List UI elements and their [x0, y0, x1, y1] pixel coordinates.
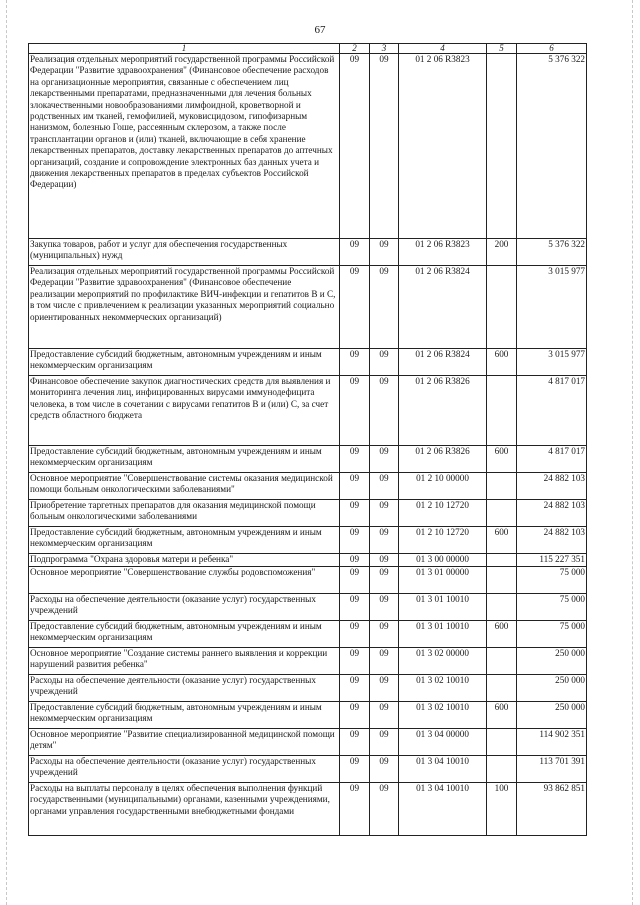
- row-amount: 5 376 322: [517, 54, 587, 239]
- row-name: Расходы на обеспечение деятельности (оказание услуг) государственных учреждений: [29, 675, 340, 702]
- row-target-code: 01 2 10 00000: [399, 473, 487, 500]
- row-expense-type: [487, 473, 517, 500]
- table-row: [29, 567, 587, 594]
- row-expense-type: [487, 554, 517, 567]
- row-target-code: 01 3 04 10010: [399, 756, 487, 783]
- row-amount: 4 817 017: [517, 376, 587, 446]
- row-subsection: 09: [370, 376, 399, 446]
- table-row: [29, 756, 587, 783]
- row-name: Основное мероприятие "Совершенствование службы родовспоможения": [29, 567, 340, 594]
- row-expense-type: [487, 567, 517, 594]
- row-expense-type: 600: [487, 446, 517, 473]
- table-row: [29, 446, 587, 473]
- row-subsection: 09: [370, 594, 399, 621]
- row-amount: 24 882 103: [517, 473, 587, 500]
- row-expense-type: [487, 756, 517, 783]
- row-section: 09: [340, 446, 370, 473]
- row-name: Расходы на выплаты персоналу в целях обеспечения выполнения функций государственными (муниципальными) органами, казенными учреждениями, органами управления государственными внебюджетными фондами: [29, 783, 340, 836]
- row-subsection: 09: [370, 349, 399, 376]
- row-target-code: 01 2 10 12720: [399, 500, 487, 527]
- row-amount: 24 882 103: [517, 527, 587, 554]
- row-subsection: 09: [370, 239, 399, 266]
- row-expense-type: 600: [487, 621, 517, 648]
- row-target-code: 01 3 01 10010: [399, 594, 487, 621]
- table-row: [29, 527, 587, 554]
- row-expense-type: 600: [487, 527, 517, 554]
- row-target-code: 01 3 01 10010: [399, 621, 487, 648]
- row-name: Предоставление субсидий бюджетным, автономным учреждениям и иным некоммерческим организациям: [29, 702, 340, 729]
- row-expense-type: 100: [487, 783, 517, 836]
- row-target-code: 01 3 04 10010: [399, 783, 487, 836]
- row-amount: 5 376 322: [517, 239, 587, 266]
- row-amount: 3 015 977: [517, 266, 587, 349]
- row-subsection: 09: [370, 702, 399, 729]
- row-name: Расходы на обеспечение деятельности (оказание услуг) государственных учреждений: [29, 594, 340, 621]
- row-target-code: 01 2 06 R3826: [399, 376, 487, 446]
- row-section: 09: [340, 594, 370, 621]
- row-target-code: 01 2 06 R3823: [399, 239, 487, 266]
- table-row: [29, 239, 587, 266]
- row-amount: 114 902 351: [517, 729, 587, 756]
- table-row: [29, 554, 587, 567]
- row-section: 09: [340, 54, 370, 239]
- table-row: [29, 54, 587, 239]
- row-subsection: 09: [370, 473, 399, 500]
- row-section: 09: [340, 702, 370, 729]
- header-col-4: 4: [399, 44, 487, 54]
- table-row: [29, 376, 587, 446]
- row-section: 09: [340, 527, 370, 554]
- row-target-code: 01 3 04 00000: [399, 729, 487, 756]
- row-name: Закупка товаров, работ и услуг для обеспечения государственных (муниципальных) нужд: [29, 239, 340, 266]
- table-row: [29, 473, 587, 500]
- row-section: 09: [340, 473, 370, 500]
- right-edge-mark: [632, 0, 634, 905]
- row-subsection: 09: [370, 446, 399, 473]
- row-amount: 115 227 351: [517, 554, 587, 567]
- row-amount: 250 000: [517, 702, 587, 729]
- row-target-code: 01 2 06 R3826: [399, 446, 487, 473]
- row-name: Предоставление субсидий бюджетным, автономным учреждениям и иным некоммерческим организациям: [29, 527, 340, 554]
- row-section: 09: [340, 729, 370, 756]
- row-expense-type: [487, 594, 517, 621]
- row-section: 09: [340, 675, 370, 702]
- table-row: [29, 266, 587, 349]
- table-row: [29, 500, 587, 527]
- row-expense-type: [487, 376, 517, 446]
- row-section: 09: [340, 783, 370, 836]
- row-subsection: 09: [370, 729, 399, 756]
- page-number: 67: [314, 24, 326, 36]
- row-target-code: 01 2 10 12720: [399, 527, 487, 554]
- row-target-code: 01 3 02 10010: [399, 702, 487, 729]
- row-section: 09: [340, 349, 370, 376]
- row-subsection: 09: [370, 266, 399, 349]
- row-amount: 75 000: [517, 567, 587, 594]
- row-amount: 24 882 103: [517, 500, 587, 527]
- row-target-code: 01 3 02 10010: [399, 675, 487, 702]
- row-target-code: 01 3 02 00000: [399, 648, 487, 675]
- table-header-row: [29, 44, 587, 54]
- row-expense-type: [487, 500, 517, 527]
- row-name: Реализация отдельных мероприятий государственной программы Российской Федерации "Развитие здравоохранения" (Финансовое обеспечение реализации мероприятий по профилактике ВИЧ-инфекции и гепатитов В и С, в том числе с привлечением к реализации указанных мероприятий социально ориентированных некоммерческих организаций): [29, 266, 340, 349]
- row-section: 09: [340, 266, 370, 349]
- row-amount: 4 817 017: [517, 446, 587, 473]
- row-expense-type: 200: [487, 239, 517, 266]
- row-expense-type: [487, 648, 517, 675]
- row-expense-type: [487, 266, 517, 349]
- row-subsection: 09: [370, 756, 399, 783]
- row-name: Реализация отдельных мероприятий государственной программы Российской Федерации "Развитие здравоохранения" (Финансовое обеспечение расходов на организационные мероприятия, связанные с обеспечением лиц лекарственными препаратами, предназначенными для лечения больных злокачественными новообразованиями лимфоидной, кроветворной и родственных им тканей, гемофилией, муковисцидозом, гипофизарным нанизмом, болезнью Гоше, рассеянным склерозом, а также после трансплантации органов и (или) тканей, включающие в себя хранение лекарственных препаратов, доставку лекарственных препаратов до аптечных организаций, создание и сопровождение электронных баз данных учета и движения лекарственных препаратов в пределах субъектов Российской Федерации): [29, 54, 340, 239]
- row-name: Основное мероприятие "Развитие специализированной медицинской помощи детям": [29, 729, 340, 756]
- row-target-code: 01 2 06 R3824: [399, 349, 487, 376]
- table-row: [29, 648, 587, 675]
- left-edge-mark: [6, 0, 8, 905]
- row-amount: 75 000: [517, 621, 587, 648]
- row-amount: 75 000: [517, 594, 587, 621]
- row-name: Приобретение таргетных препаратов для оказания медицинской помощи больным онкологическими заболеваниями: [29, 500, 340, 527]
- table-row: [29, 675, 587, 702]
- row-expense-type: 600: [487, 702, 517, 729]
- row-subsection: 09: [370, 675, 399, 702]
- row-subsection: 09: [370, 621, 399, 648]
- row-subsection: 09: [370, 783, 399, 836]
- row-amount: 250 000: [517, 675, 587, 702]
- row-amount: 93 862 851: [517, 783, 587, 836]
- row-expense-type: [487, 729, 517, 756]
- row-section: 09: [340, 567, 370, 594]
- row-target-code: 01 3 00 00000: [399, 554, 487, 567]
- header-col-5: 5: [487, 44, 517, 54]
- row-subsection: 09: [370, 567, 399, 594]
- row-expense-type: 600: [487, 349, 517, 376]
- row-section: 09: [340, 648, 370, 675]
- row-name: Основное мероприятие "Создание системы раннего выявления и коррекции нарушений развития ребенка": [29, 648, 340, 675]
- row-section: 09: [340, 756, 370, 783]
- row-target-code: 01 2 06 R3824: [399, 266, 487, 349]
- row-name: Предоставление субсидий бюджетным, автономным учреждениям и иным некоммерческим организациям: [29, 621, 340, 648]
- row-subsection: 09: [370, 54, 399, 239]
- table-row: [29, 702, 587, 729]
- row-target-code: 01 2 06 R3823: [399, 54, 487, 239]
- header-col-6: 6: [517, 44, 587, 54]
- row-subsection: 09: [370, 648, 399, 675]
- row-name: Подпрограмма "Охрана здоровья матери и ребенка": [29, 554, 340, 567]
- row-name: Предоставление субсидий бюджетным, автономным учреждениям и иным некоммерческим организациям: [29, 446, 340, 473]
- row-amount: 3 015 977: [517, 349, 587, 376]
- row-name: Финансовое обеспечение закупок диагностических средств для выявления и мониторинга лечения лиц, инфицированных вирусами иммунодефицита человека, в том числе в сочетании с вирусами гепатитов В и (или) С, за счет средств областного бюджета: [29, 376, 340, 446]
- row-subsection: 09: [370, 500, 399, 527]
- row-amount: 113 701 391: [517, 756, 587, 783]
- row-section: 09: [340, 621, 370, 648]
- row-subsection: 09: [370, 527, 399, 554]
- header-col-1: 1: [29, 44, 340, 54]
- row-name: Предоставление субсидий бюджетным, автономным учреждениям и иным некоммерческим организациям: [29, 349, 340, 376]
- table-row: [29, 594, 587, 621]
- row-expense-type: [487, 675, 517, 702]
- row-name: Расходы на обеспечение деятельности (оказание услуг) государственных учреждений: [29, 756, 340, 783]
- row-section: 09: [340, 239, 370, 266]
- table-row: [29, 621, 587, 648]
- row-target-code: 01 3 01 00000: [399, 567, 487, 594]
- table-row: [29, 349, 587, 376]
- row-expense-type: [487, 54, 517, 239]
- header-col-3: 3: [370, 44, 399, 54]
- header-col-2: 2: [340, 44, 370, 54]
- row-amount: 250 000: [517, 648, 587, 675]
- row-subsection: 09: [370, 554, 399, 567]
- row-section: 09: [340, 376, 370, 446]
- table-row: [29, 729, 587, 756]
- row-name: Основное мероприятие "Совершенствование системы оказания медицинской помощи больным онкологическими заболеваниями": [29, 473, 340, 500]
- row-section: 09: [340, 500, 370, 527]
- row-section: 09: [340, 554, 370, 567]
- table-row: [29, 783, 587, 836]
- budget-table: [28, 43, 587, 836]
